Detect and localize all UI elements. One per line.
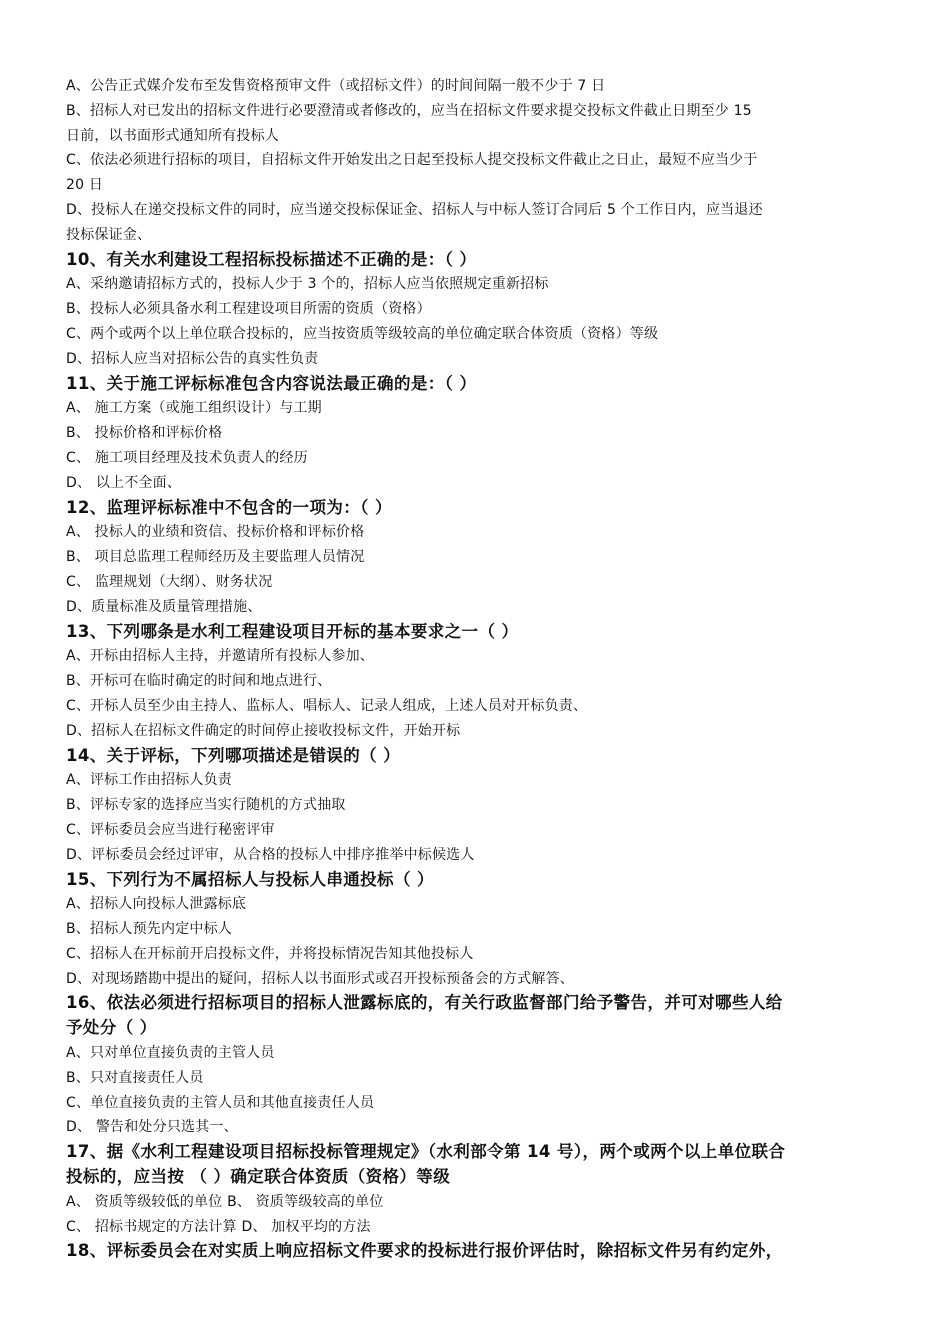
option-line: C、两个或两个以上单位联合投标的，应当按资质等级较高的单位确定联合体资质（资格）等级 (66, 325, 659, 342)
option-line: B、评标专家的选择应当实行随机的方式抽取 (66, 797, 346, 814)
option-line: C、开标人员至少由主持人、监标人、唱标人、记录人组成，上述人员对开标负责、 (66, 697, 588, 714)
option-line: A、采纳邀请招标方式的，投标人少于 3 个的，招标人应当依照规定重新招标 (66, 276, 549, 293)
option-line: D、评标委员会经过评审，从合格的投标人中排序推举中标候选人 (66, 846, 475, 863)
option-line: B、招标人预先内定中标人 (66, 921, 233, 938)
option-line: C、 施工项目经理及技术负责人的经历 (66, 449, 308, 466)
option-line: 20 日 (66, 177, 104, 194)
option-line: B、 投标价格和评标价格 (66, 425, 223, 442)
option-line: D、招标人应当对招标公告的真实性负责 (66, 350, 319, 367)
option-line: D、质量标准及质量管理措施、 (66, 598, 262, 615)
option-line: C、单位直接负责的主管人员和其他直接责任人员 (66, 1094, 375, 1111)
question-heading: 投标的，应当按 （ ）确定联合体资质（资格）等级 (66, 1167, 451, 1187)
option-line: C、 监理规划（大纲）、财务状况 (66, 573, 273, 590)
option-line: A、 施工方案（或施工组织设计）与工期 (66, 400, 322, 417)
option-line: 投标保证金、 (66, 226, 152, 243)
option-line: D、对现场踏勘中提出的疑问，招标人以书面形式或召开投标预备会的方式解答、 (66, 970, 574, 987)
option-line: C、依法必须进行招标的项目，自招标文件开始发出之日起至投标人提交投标文件截止之日止，最短不应当少于 (66, 152, 758, 169)
option-line: D、 以上不全面、 (66, 474, 182, 491)
option-line: B、 项目总监理工程师经历及主要监理人员情况 (66, 549, 365, 566)
option-line: A、评标工作由招标人负责 (66, 772, 232, 789)
option-line: A、招标人向投标人泄露标底 (66, 896, 247, 913)
question-heading: 12、监理评标标准中不包含的一项为：（ ） (66, 497, 392, 517)
question-heading: 16、依法必须进行招标项目的招标人泄露标底的，有关行政监督部门给予警告，并可对哪些人给 (66, 993, 783, 1013)
option-line: C、招标人在开标前开启投标文件，并将投标情况告知其他投标人 (66, 945, 474, 962)
option-line: B、开标可在临时确定的时间和地点进行、 (66, 673, 332, 690)
question-heading: 18、评标委员会在对实质上响应招标文件要求的投标进行报价评估时，除招标文件另有约定外， (66, 1241, 783, 1261)
document-page (66, 74, 888, 1264)
question-heading: 17、据《水利工程建设项目招标投标管理规定》（水利部令第 14 号），两个或两个以上单位联合 (66, 1142, 786, 1162)
option-line: D、招标人在招标文件确定的时间停止接收投标文件，开始开标 (66, 722, 461, 739)
question-heading: 10、有关水利建设工程招标投标描述不正确的是：（ ） (66, 249, 477, 269)
option-line: D、 警告和处分只选其一、 (66, 1119, 238, 1136)
question-heading: 15、下列行为不属招标人与投标人串通投标（ ） (66, 869, 434, 889)
option-line: 日前，以书面形式通知所有投标人 (66, 127, 279, 144)
option-line: B、招标人对已发出的招标文件进行必要澄清或者修改的，应当在招标文件要求提交投标文件截止日期至少 15 (66, 102, 752, 119)
option-line: A、公告正式媒介发布至发售资格预审文件（或招标文件）的时间间隔一般不少于 7 日 (66, 78, 606, 94)
option-line: A、 资质等级较低的单位 B、 资质等级较高的单位 (66, 1193, 384, 1210)
question-heading: 13、下列哪条是水利工程建设项目开标的基本要求之一（ ） (66, 621, 519, 641)
option-line: B、投标人必须具备水利工程建设项目所需的资质（资格） (66, 301, 431, 318)
option-line: D、投标人在递交投标文件的同时，应当递交投标保证金、招标人与中标人签订合同后 5 个工作日内，应当退还 (66, 201, 763, 218)
option-line: A、 投标人的业绩和资信、投标价格和评标价格 (66, 524, 365, 541)
option-line: C、评标委员会应当进行秘密评审 (66, 821, 275, 838)
option-line: C、 招标书规定的方法计算 D、 加权平均的方法 (66, 1218, 371, 1235)
question-heading: 11、关于施工评标标准包含内容说法最正确的是：（ ） (66, 373, 477, 393)
option-line: A、只对单位直接负责的主管人员 (66, 1045, 275, 1062)
option-line: A、开标由招标人主持，并邀请所有投标人参加、 (66, 648, 374, 665)
option-line: B、只对直接责任人员 (66, 1069, 204, 1086)
question-heading: 予处分（ ） (66, 1018, 157, 1038)
question-heading: 14、关于评标，下列哪项描述是错误的（ ） (66, 745, 401, 765)
